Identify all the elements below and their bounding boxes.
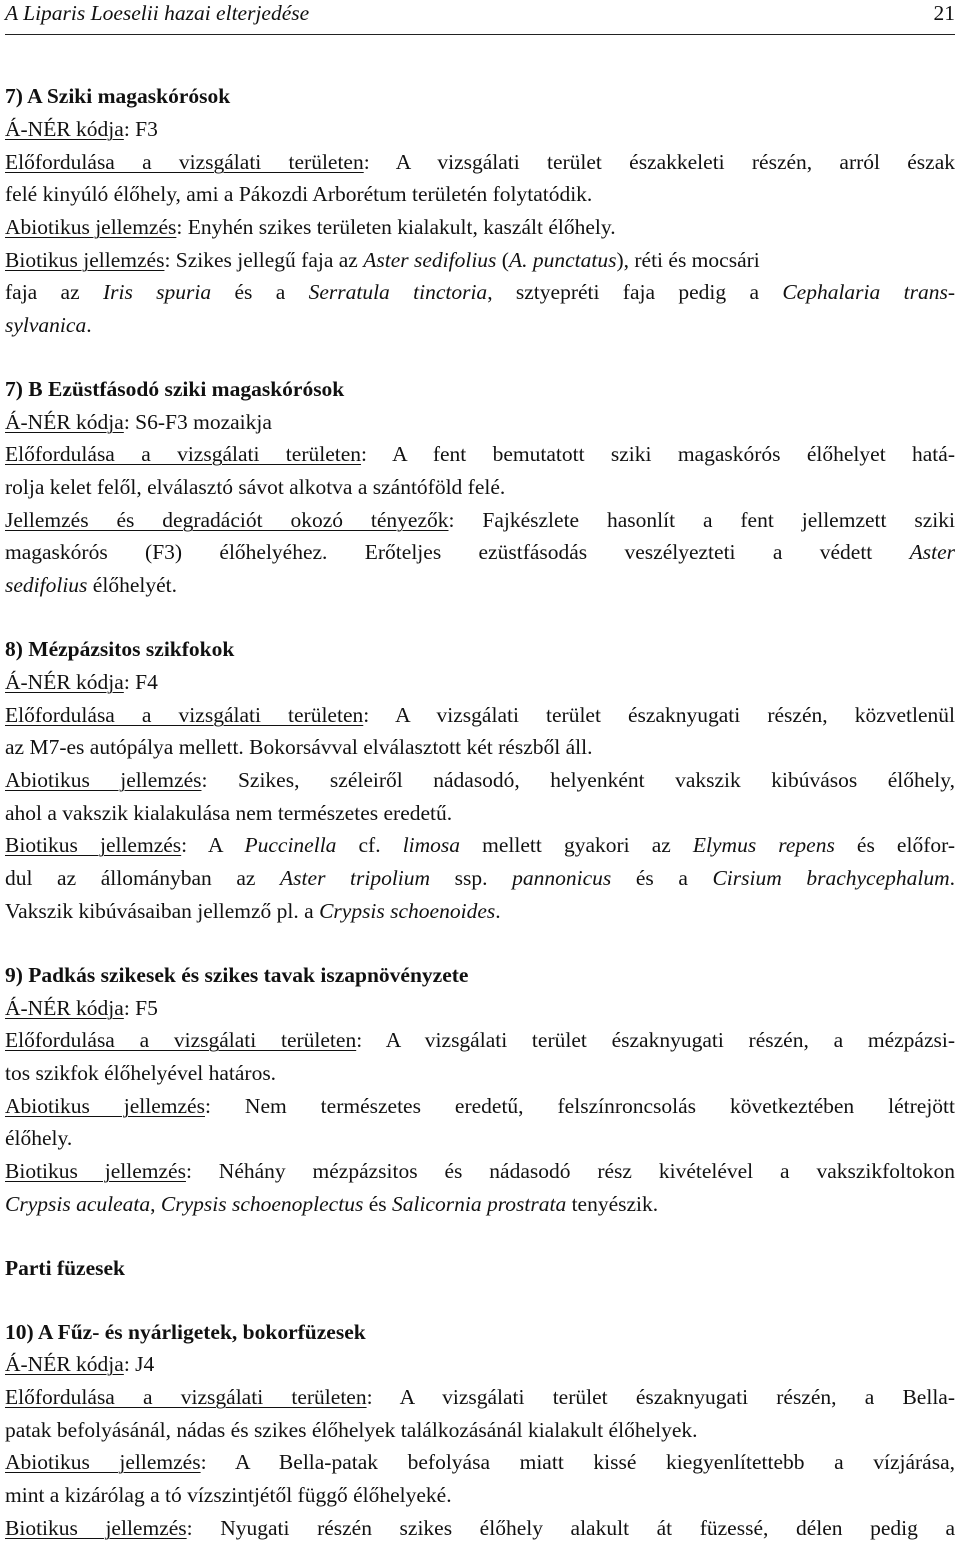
text-line xyxy=(5,1090,955,1122)
species-name: Cirsium brachycephalum xyxy=(712,866,950,890)
text-span: : Fajkészlete hasonlít a fent jellemzett sziki xyxy=(448,508,955,532)
species-name: Aster sedifolius xyxy=(363,248,497,272)
text-span: : F5 xyxy=(123,996,158,1020)
text-span: : Szikes, széleiről nádasodó, helyenként vakszik kibúvásos élőhely, xyxy=(201,768,955,792)
text-line xyxy=(5,1381,955,1413)
section-heading xyxy=(5,633,955,665)
text-line xyxy=(5,1188,955,1220)
text-line xyxy=(5,1479,955,1511)
text-line xyxy=(5,146,955,178)
species-name: sylvanica xyxy=(5,313,87,337)
species-name: Serratula tinctoria xyxy=(308,280,488,304)
field-label: Előfordulása a vizsgálati területen xyxy=(5,150,364,174)
text-line xyxy=(5,178,955,210)
heading-text: Parti füzesek xyxy=(5,1256,126,1280)
field-label: Abiotikus jellemzés xyxy=(5,1450,201,1474)
species-name: Elymus repens xyxy=(692,833,835,857)
text-line xyxy=(5,895,955,927)
text-line xyxy=(5,211,955,243)
species-name: limosa xyxy=(402,833,461,857)
text-span: : J4 xyxy=(123,1352,155,1376)
text-span: . xyxy=(949,866,956,890)
species-name: Crypsis schoenoplectus xyxy=(160,1192,364,1216)
text-line xyxy=(5,1122,955,1154)
section-heading xyxy=(5,1252,955,1284)
text-span: : Enyhén szikes területen kialakult, kaszált élőhely. xyxy=(176,215,616,239)
heading-text: 7) B Ezüstfásodó sziki magaskórósok xyxy=(5,377,345,401)
text-line xyxy=(5,113,955,145)
field-label: Előfordulása a vizsgálati területen xyxy=(5,1385,367,1409)
text-line xyxy=(5,699,955,731)
text-span: : Néhány mézpázsitos és nádasodó rész kivételével a vakszikfoltokon xyxy=(185,1159,955,1183)
species-name: Iris spuria xyxy=(102,280,212,304)
text-span: : A Bella-patak befolyása miatt kissé kiegyenlítettebb a vízjárása, xyxy=(200,1450,956,1474)
field-label: Biotikus jellemzés xyxy=(5,248,165,272)
text-line xyxy=(5,438,955,470)
field-label: Á-NÉR kódja xyxy=(5,1352,124,1376)
text-span: : S6-F3 mozaikja xyxy=(123,410,272,434)
text-span: és a xyxy=(211,280,309,304)
field-label: Biotikus jellemzés xyxy=(5,833,182,857)
field-label: Abiotikus jellemzés xyxy=(5,768,202,792)
text-line xyxy=(5,471,955,503)
text-span: patak befolyásánál, nádas és szikes élőhelyek találkozásánál kialakult élőhelyek. xyxy=(5,1418,698,1442)
text-span: : A vizsgálati terület északnyugati részén, a mézpázsi- xyxy=(356,1028,955,1052)
species-name: Aster tripolium xyxy=(280,866,431,890)
species-name: Crypsis schoenoides xyxy=(319,899,496,923)
text-span: élőhely. xyxy=(5,1126,73,1150)
text-line xyxy=(5,829,955,861)
text-span: : A fent bemutatott sziki magaskórós élőhelyet hatá- xyxy=(361,442,955,466)
text-span: : Nem természetes eredetű, felszínroncsolás következtében létrejött xyxy=(204,1094,955,1118)
field-label: Előfordulása a vizsgálati területen xyxy=(5,703,364,727)
section-heading xyxy=(5,80,955,112)
field-label: Abiotikus jellemzés xyxy=(5,215,177,239)
field-label: Abiotikus jellemzés xyxy=(5,1094,205,1118)
text-span: . xyxy=(495,899,501,923)
text-line xyxy=(5,1024,955,1056)
heading-text: 9) Padkás szikesek és szikes tavak iszapnövényzete xyxy=(5,963,469,987)
species-name: Salicornia prostrata xyxy=(391,1192,567,1216)
text-line xyxy=(5,1414,955,1446)
text-line xyxy=(5,244,955,276)
text-span: : Szikes jellegű faja az xyxy=(164,248,364,272)
species-name: pannonicus xyxy=(512,866,612,890)
text-line xyxy=(5,764,955,796)
heading-text: 8) Mézpázsitos szikfokok xyxy=(5,637,235,661)
section-heading xyxy=(5,373,955,405)
text-line xyxy=(5,504,955,536)
text-line xyxy=(5,1446,955,1478)
species-name: sedifolius xyxy=(5,573,88,597)
running-header-title: A Liparis Loeselii hazai elterjedése xyxy=(5,1,310,25)
text-span: : A vizsgálati terület északnyugati részén, közvetlenül xyxy=(363,703,955,727)
text-span: . xyxy=(86,313,92,337)
text-span: , xyxy=(150,1192,161,1216)
text-span: : A vizsgálati terület északkeleti részén, arról észak xyxy=(363,150,955,174)
text-span: , sztyepréti faja pedig a xyxy=(487,280,783,304)
text-line xyxy=(5,1512,955,1544)
text-span: és xyxy=(363,1192,392,1216)
heading-text: 10) A Fűz- és nyárligetek, bokorfüzesek xyxy=(5,1320,366,1344)
text-line xyxy=(5,862,955,894)
field-label: Á-NÉR kódja xyxy=(5,117,124,141)
text-line xyxy=(5,1057,955,1089)
text-span: : F3 xyxy=(123,117,158,141)
field-label: Jellemzés és degradációt okozó tényezők xyxy=(5,508,449,532)
text-line xyxy=(5,276,955,308)
page-number: 21 xyxy=(933,1,955,25)
text-span: magaskórós (F3) élőhelyéhez. Erőteljes ezüstfásodás veszélyezteti a védett xyxy=(5,540,910,564)
species-name: Crypsis aculeata xyxy=(5,1192,151,1216)
field-label: Á-NÉR kódja xyxy=(5,410,124,434)
text-span: tos szikfok élőhelyével határos. xyxy=(5,1061,277,1085)
heading-text: 7) A Sziki magaskórósok xyxy=(5,84,231,108)
text-span: felé kinyúló élőhely, ami a Pákozdi Arborétum területén folytatódik. xyxy=(5,182,593,206)
text-span: mint a kizárólag a tó vízszintjétől függő élőhelyeké. xyxy=(5,1483,452,1507)
section-heading xyxy=(5,1316,955,1348)
text-span: cf. xyxy=(336,833,403,857)
text-span: és előfor- xyxy=(834,833,955,857)
text-span: faja az xyxy=(5,280,103,304)
text-span: ( xyxy=(496,248,509,272)
field-label: Előfordulása a vizsgálati területen xyxy=(5,442,362,466)
running-header xyxy=(5,0,955,35)
text-span: Vakszik kibúvásaiban jellemző pl. a xyxy=(5,899,320,923)
text-span: : F4 xyxy=(123,670,158,694)
text-span: és a xyxy=(611,866,713,890)
text-span: ssp. xyxy=(430,866,513,890)
text-line xyxy=(5,309,955,341)
section-heading xyxy=(5,959,955,991)
text-span: élőhelyét. xyxy=(87,573,177,597)
text-span: : A vizsgálati terület északnyugati részén, a Bella- xyxy=(366,1385,955,1409)
text-line xyxy=(5,992,955,1024)
text-line xyxy=(5,406,955,438)
text-line xyxy=(5,1155,955,1187)
field-label: Á-NÉR kódja xyxy=(5,996,124,1020)
field-label: Biotikus jellemzés xyxy=(5,1516,187,1540)
text-line xyxy=(5,1348,955,1380)
species-name: Aster xyxy=(909,540,955,564)
text-span: ), réti és mocsári xyxy=(616,248,760,272)
species-name: Puccinella xyxy=(244,833,337,857)
text-line xyxy=(5,536,955,568)
species-name: Cephalaria trans- xyxy=(782,280,955,304)
text-line xyxy=(5,797,955,829)
text-line xyxy=(5,666,955,698)
text-span: dul az állományban az xyxy=(5,866,281,890)
text-span: az M7-es autópálya mellett. Bokorsávval elválasztott két részből áll. xyxy=(5,735,593,759)
text-span: ahol a vakszik kialakulása nem természetes eredetű. xyxy=(5,801,453,825)
text-span: : A xyxy=(181,833,245,857)
field-label: Biotikus jellemzés xyxy=(5,1159,186,1183)
text-line xyxy=(5,731,955,763)
field-label: Előfordulása a vizsgálati területen xyxy=(5,1028,357,1052)
text-span: mellett gyakori az xyxy=(460,833,693,857)
species-name: A. punctatus xyxy=(508,248,617,272)
text-line xyxy=(5,569,955,601)
text-span: : Nyugati részén szikes élőhely alakult át füzessé, délen pedig a xyxy=(186,1516,955,1540)
text-span: tenyészik. xyxy=(566,1192,659,1216)
text-span: rolja kelet felől, elválasztó sávot alkotva a szántóföld felé. xyxy=(5,475,506,499)
field-label: Á-NÉR kódja xyxy=(5,670,124,694)
